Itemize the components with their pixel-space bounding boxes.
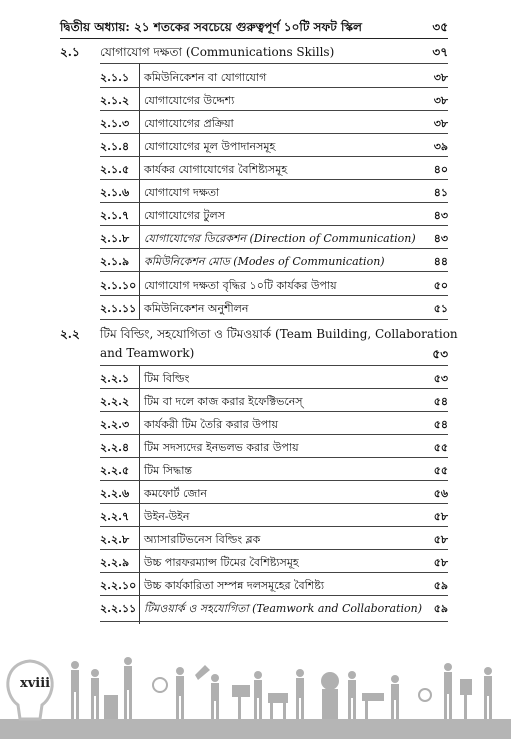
subsection-title: যোগাযোগ দক্ষতা বৃদ্ধির ১০টি কার্যকর উপায় [144, 279, 337, 292]
subsection-number: ২.১.৭ [100, 209, 130, 222]
subsection-title: যোগাযোগ দক্ষতা [144, 186, 220, 199]
people-silhouettes [71, 657, 492, 719]
subsection-title: যোগাযোগের ডিরেকশন (Direction of Communication) [144, 232, 416, 245]
chapter-title: দ্বিতীয় অধ্যায়: ২১ শতকের সবচেয়ে গুরুত্বপূর্ণ ১০টি সফট স্কিল [60, 20, 362, 34]
subsection-page-number: ৫৫ [433, 464, 448, 477]
subsection-page-number: ৫৪ [433, 395, 448, 408]
subsection-title: অ্যাসারটিভনেস বিল্ডিং ব্লক [144, 533, 261, 546]
subsection-page-number: ৫৮ [433, 556, 448, 569]
subsection-number: ২.১.৩ [100, 117, 130, 130]
subsection-number: ২.২.৫ [100, 464, 130, 477]
row-divider [100, 526, 448, 527]
subsection-number: ২.১.১১ [100, 302, 137, 315]
subsection-number: ২.২.২ [100, 395, 130, 408]
section-number: ২.২ [60, 327, 80, 341]
subsection-number: ২.১.৯ [100, 255, 130, 268]
subsection-number: ২.২.৩ [100, 418, 130, 431]
section-title-line1: টিম বিল্ডিং, সহযোগিতা ও টিমওয়ার্ক (Team Building, Collaboration [100, 327, 458, 341]
subsection-title: উচ্চ কার্যকারিতা সম্পন্ন দলসমূহের বৈশিষ্ট্য [144, 579, 325, 592]
subsection-number: ২.২.৮ [100, 533, 130, 546]
subsection-page-number: ৫০ [433, 279, 448, 292]
subsection-page-number: ৩৯ [433, 140, 448, 153]
subsection-title: যোগাযোগের উদ্দেশ্য [144, 94, 235, 107]
subsection-number: ২.১.৪ [100, 140, 130, 153]
subsection-number: ২.১.৮ [100, 232, 130, 245]
subsection-title: কমফোর্ট জোন [144, 487, 208, 500]
footer-ground-band [0, 719, 511, 739]
subsection-title: যোগাযোগের প্রক্রিয়া [144, 117, 234, 130]
subsection-page-number: ৫৬ [433, 487, 448, 500]
subsection-page-number: ৪৩ [433, 209, 448, 222]
row-divider [100, 411, 448, 412]
row-divider [100, 133, 448, 134]
row-divider [100, 572, 448, 573]
row-divider [100, 457, 448, 458]
subsection-number: ২.১.৫ [100, 163, 130, 176]
subsection-title: টিম বিল্ডিং [144, 372, 190, 385]
subsection-page-number: ৪৩ [433, 232, 448, 245]
row-divider [100, 295, 448, 296]
subsection-page-number: ৫৯ [433, 602, 448, 615]
subsection-page-number: ৫৮ [433, 510, 448, 523]
subsection-title: উইন-উইন [144, 510, 190, 523]
footer-silhouette-art [0, 645, 511, 739]
subsection-title: টিমওয়ার্ক ও সহযোগিতা (Teamwork and Collaboration) [144, 602, 423, 615]
section-vertical-rule [139, 366, 140, 624]
footer-band [0, 645, 511, 739]
subsection-title: টিম বা দলে কাজ করার ইফেক্টিভনেস্ [144, 395, 303, 408]
subsection-title: টিম সদস্যদের ইনভলভ করার উপায় [144, 441, 299, 454]
subsection-page-number: ৫৯ [433, 579, 448, 592]
section-page-number: ৫৩ [432, 347, 448, 361]
row-divider [100, 225, 448, 226]
row-divider [100, 621, 448, 622]
subsection-title: কমিউনিকেশন অনুশীলন [144, 302, 249, 315]
subsection-title: কমিউনিকেশন মোড (Modes of Communication) [144, 255, 385, 268]
subsection-title: উচ্চ পারফরম্যান্স টিমের বৈশিষ্ট্যসমূহ [144, 556, 299, 569]
chapter-page-number: ৩৫ [432, 20, 448, 34]
row-divider [100, 156, 448, 157]
subsection-page-number: ৫৮ [433, 533, 448, 546]
subsection-number: ২.২.৪ [100, 441, 130, 454]
subsection-number: ২.১.১ [100, 71, 130, 84]
subsection-number: ২.২.৬ [100, 487, 130, 500]
row-divider [100, 87, 448, 88]
row-divider [100, 434, 448, 435]
subsection-page-number: ৪৪ [433, 255, 448, 268]
chapter-divider [60, 38, 448, 39]
subsection-page-number: ৩৮ [433, 117, 448, 130]
subsection-number: ২.১.১০ [100, 279, 137, 292]
section-title: যোগাযোগ দক্ষতা (Communications Skills) [100, 45, 335, 59]
row-divider [100, 202, 448, 203]
subsection-title: টিম সিদ্ধান্ত [144, 464, 192, 477]
subsection-title: কার্যকরী টিম তৈরি করার উপায় [144, 418, 278, 431]
subsection-title: যোগাযোগের মূল উপাদানসমূহ [144, 140, 276, 153]
subsection-number: ২.১.২ [100, 94, 130, 107]
subsection-page-number: ৫৫ [433, 441, 448, 454]
subsection-title: কার্যকর যোগাযোগের বৈশিষ্ট্যসমূহ [144, 163, 288, 176]
section-page-number: ৩৭ [432, 45, 448, 59]
subsection-page-number: ৫১ [433, 302, 448, 315]
section-title-line2: and Teamwork) [100, 346, 195, 360]
subsection-page-number: ৪১ [433, 186, 448, 199]
subsection-number: ২.২.৯ [100, 556, 130, 569]
row-divider [100, 179, 448, 180]
row-divider [100, 388, 448, 389]
subsection-page-number: ৫৪ [433, 418, 448, 431]
subsection-number: ২.২.১১ [100, 602, 137, 615]
subsection-number: ২.২.১০ [100, 579, 137, 592]
row-divider [100, 271, 448, 272]
page-number: xviii [20, 676, 51, 691]
subsection-number: ২.২.১ [100, 372, 130, 385]
row-divider [100, 503, 448, 504]
subsection-page-number: ৩৮ [433, 94, 448, 107]
row-divider [100, 365, 448, 366]
section-number: ২.১ [60, 45, 80, 59]
subsection-number: ২.২.৭ [100, 510, 130, 523]
subsection-page-number: ৪০ [433, 163, 448, 176]
row-divider [100, 63, 448, 64]
row-divider [100, 595, 448, 596]
subsection-page-number: ৩৮ [433, 71, 448, 84]
section-vertical-rule [139, 64, 140, 320]
subsection-title: কমিউনিকেশন বা যোগাযোগ [144, 71, 267, 84]
row-divider [100, 319, 448, 320]
subsection-number: ২.১.৬ [100, 186, 130, 199]
row-divider [100, 110, 448, 111]
row-divider [100, 480, 448, 481]
row-divider [100, 248, 448, 249]
subsection-page-number: ৫৩ [433, 372, 448, 385]
row-divider [100, 549, 448, 550]
subsection-title: যোগাযোগের টুলস [144, 209, 225, 222]
